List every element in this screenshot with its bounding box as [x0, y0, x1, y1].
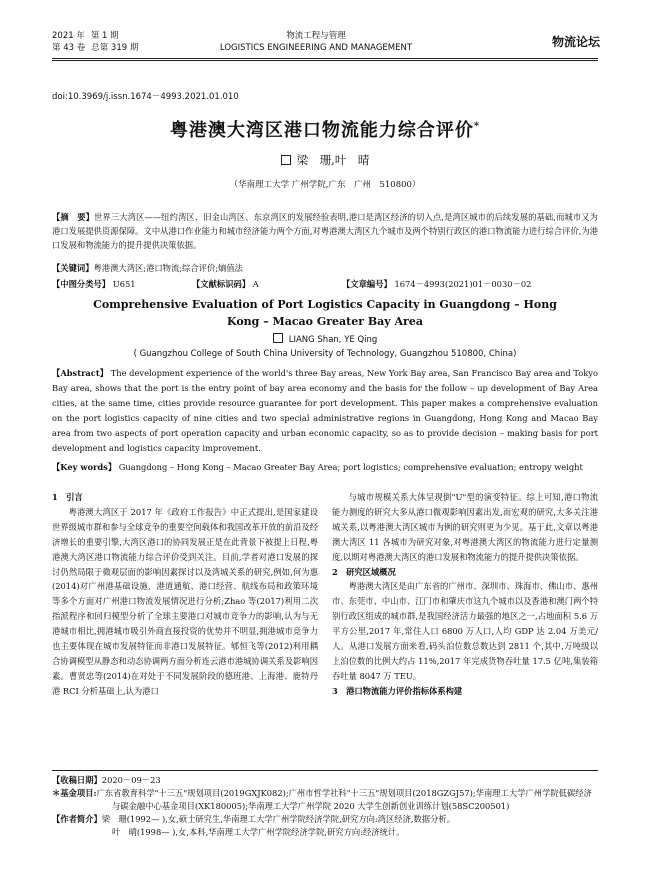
square-marker-icon: [273, 333, 283, 343]
title-en-line-2: Kong – Macao Greater Bay Area: [227, 315, 423, 328]
page-title: [52, 116, 598, 142]
abstract-cn: [52, 210, 598, 252]
authors-cn: [52, 152, 598, 168]
abstract-cn-text: 世界三大湾区——纽约湾区、旧金山湾区、东京湾区的发展经验表明,港口是湾区经济的切入点,是湾区城市的后续发展的基础,而城市又为港口发展提供资源保障。文中从港口作业能力和城市经济能力两个方面,对粤港澳大湾区九个城市及两个特别行政区的港口物流能力进行综合评价,为港口发展和物流能力的提升提供决策依据。: [52, 212, 598, 250]
issue-volume: 第 43 卷: [52, 43, 86, 53]
title-en-line-1: Comprehensive Evaluation of Port Logistics Capacity in Guangdong – Hong: [93, 298, 557, 311]
received-date: 2020－09－23: [101, 775, 161, 785]
keywords-en-text: Guangdong – Hong Kong – Macao Greater Bay Area; port logistics; comprehensive evaluation; entropy weight: [116, 462, 583, 472]
journal-name: [196, 30, 436, 54]
clc-label: 【中图分类号】: [52, 279, 111, 289]
keywords-cn-label: 【关键词】: [52, 263, 94, 273]
journal-name-en: LOGISTICS ENGINEERING AND MANAGEMENT: [219, 43, 413, 53]
clc-value: U651: [112, 279, 136, 289]
section-name: 物流论坛: [551, 35, 600, 49]
title-footnote-mark: *: [473, 121, 481, 132]
authors-cn-text: 梁 珊,叶 晴: [296, 153, 370, 167]
body-paragraph: 粤港澳大湾区是由广东省的广州市、深圳市、珠海市、佛山市、惠州市、东莞市、中山市、江门市和肇庆市这九个城市以及香港和澳门两个特别行政区组成的城市群,是我国经济活力最强的地区之一,占地面积 5.6 万平方公里,2017 年,常住人口 6800 万人口,人均 GDP 达 2.04 万美元/人。从港口发展方面来看,码头泊位数总数达到 2811 个,其中,万吨级以上泊位数的比例大约占 11%,2017 年完成货物吞吐量 17.5 亿吨,集装箱吞吐量 8047 万 TEU。: [332, 581, 598, 681]
title-en: [52, 296, 598, 330]
article-id-label: 【文章编号】: [342, 279, 392, 289]
issue-total: 总第 319 期: [91, 43, 139, 53]
journal-name-cn: 物流工程与管理: [286, 31, 346, 41]
affiliation-cn: （华南理工大学 广州学院,广东 广州 510800）: [229, 180, 421, 190]
doc-code-value: A: [252, 279, 259, 289]
square-marker-icon: [281, 155, 291, 165]
section-heading-1: 1 引言: [52, 492, 83, 502]
body-right-column: [332, 490, 598, 699]
author-bio-2: 叶 晴(1998— ),女,本科,华南理工大学广州学院经济学院,研究方向:经济统计。: [112, 827, 405, 837]
keywords-cn-text: 粤港澳大湾区;港口物流;综合评价;熵值法: [93, 263, 243, 273]
body-left-column: [52, 490, 318, 699]
doi: doi:10.3969/j.issn.1674－4993.2021.01.010: [52, 92, 239, 102]
body-paragraph: 粤港澳大湾区于 2017 年《政府工作报告》中正式提出,是国家建设世界级城市群和参与全球竞争的重要空间载体和我国改革开放的前沿及经济增长的重要引擎,大湾区港口的协同发展正是在此背景下被提上日程,粤港澳大湾区港口物流能力综合评价受到关注。目前,学者对港口发展的探讨仍然局限于微观层面的影响因素探讨以及湾城关系的研究,例如,何为惠(2014)对广州港基础设施、港道通航、港口经营、航线布局和政策环境等多个方面对广州港口物流发展情况进行分析;Zhao 等(2017)利用二次指派程序和回归模型分析了全球主要港口对城市竞争力的影响,认为与无港城市相比,拥港城市吸引外商直接投资的优势并不明显,拥港城市竞争力也主要体现在城市发展特征而非港口发展特征。郇恒飞等(2012)利用耦合协调模型从静态和动态协调两方面分析连云港市港城协调关系及影响因素。曹贤忠等(2014)在对处于不同发展阶段的德班港、上海港、鹿特丹港 RCI 分析基础上,认为港口: [52, 506, 318, 696]
issue-number: 第 1 期: [90, 31, 119, 41]
keywords-en: [52, 460, 598, 474]
footnote-rule: [52, 770, 598, 771]
fund-label: ＊基金项目:: [52, 788, 97, 798]
abstract-en-label: 【Abstract】: [52, 368, 109, 378]
doc-code-label: 【文献标识码】: [192, 279, 251, 289]
keywords-en-label: 【Key words】: [52, 462, 117, 472]
authors-en: [52, 333, 598, 345]
received-label: 【收稿日期】: [52, 775, 102, 785]
footnotes: [52, 774, 598, 839]
author-bio-1: 梁 珊(1992— ),女,硕士研究生,华南理工大学广州学院经济学院,研究方向:湾区经济,数据分析。: [101, 814, 455, 824]
header-rule: [52, 58, 598, 59]
authors-en-text: LIANG Shan, YE Qing: [288, 335, 378, 345]
affiliation-en: ( Guangzhou College of South China University of Technology, Guangzhou 510800, China): [133, 349, 517, 359]
body-paragraph: 与城市规模关系大体呈现倒"U"型的演变特征。综上可知,港口物流能力测度的研究大多从港口微观影响因素出发,而宏观的研究,大多关注港城关系,以粤港澳大湾区城市为例的研究则更为少见。基于此,文章以粤港澳大湾区 11 各城市为研究对象,对粤港澳大湾区的物流能力进行定量测度,以期对粤港澳大湾区的港口发展和物流能力的提升提供决策依据。: [332, 492, 598, 562]
abstract-en: [52, 366, 598, 456]
author-bio-label: 【作者简介】: [52, 814, 102, 824]
section-heading-2: 2 研究区域概况: [332, 566, 396, 577]
issue-year: 2021 年: [52, 31, 85, 41]
fund-text: 广东省教育科学"十三五"规划项目(2019GXJK082);广州市哲学社科"十三五"规划项目(2018GZGJ57);华南理工大学广州学院低碳经济与碳金融中心基金项目(XK180005);华南理工大学广州学院 2020 大学生创新创业训练计划(58SC200501): [96, 788, 592, 811]
abstract-cn-label: 【摘 要】: [52, 212, 95, 222]
abstract-en-text: The development experience of the world's three Bay areas, New York Bay area, San Francisco Bay area and Tokyo Bay area, shows that the port is the entry point of bay area economy and the basis for the follow – up development of Bay Area cities, at the same time, cities provide resource guarantee for port development. This paper makes a comprehensive evaluation on the port logistics capacity of nine cities and two special administrative regions in Guangdong, Hong Kong and Macao Bay area from two aspects of port operation capacity and urban economic capacity, so as to provide decision – making basis for port development and logistics capacity improvement.: [52, 368, 598, 453]
header-rule-2: [52, 60, 598, 61]
article-id-value: 1674－4993(2021)01－0030－02: [394, 279, 532, 289]
section-heading-3: 3 港口物流能力评价指标体系构建: [332, 685, 463, 696]
keywords-cn: [52, 262, 598, 274]
journal-issue-info: [52, 30, 202, 54]
title-cn-text: 粤港澳大湾区港口物流能力综合评价: [169, 120, 474, 141]
